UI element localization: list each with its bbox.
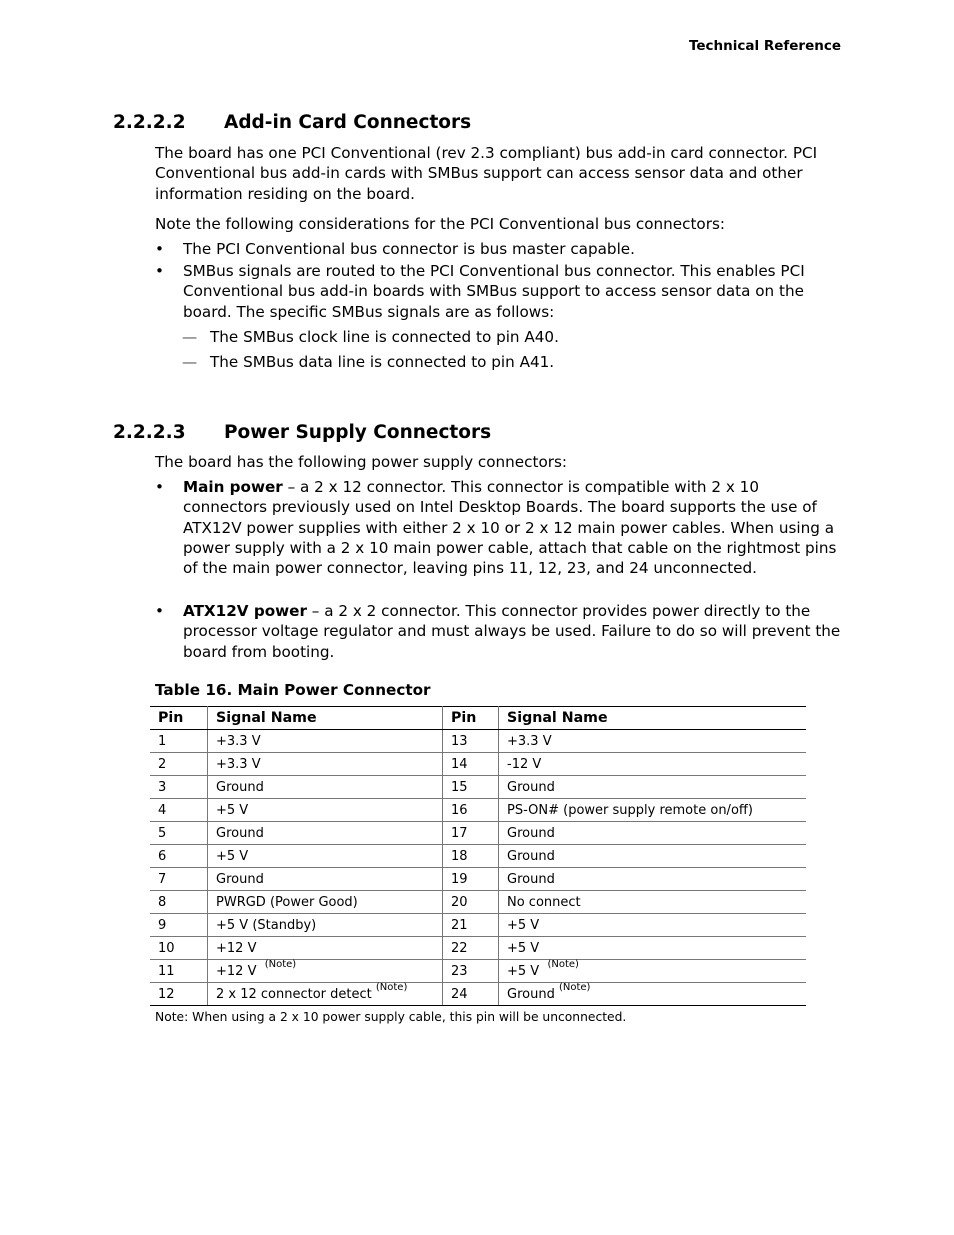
- section-title: Add-in Card Connectors: [224, 112, 472, 133]
- section-heading-power-supply: [113, 422, 491, 443]
- table-cell: +12 V: [208, 937, 443, 960]
- table-cell: 14: [443, 753, 499, 776]
- paragraph: Note the following considerations for the PCI Conventional bus connectors:: [155, 215, 725, 233]
- paragraph: The board has one PCI Conventional (rev 2.3 compliant) bus add-in card connector. PCI Conventional bus add-in cards with SMBus support can access sensor data and other information residing on the board.: [155, 144, 818, 203]
- table-row: [150, 891, 806, 914]
- table-cell: Ground: [499, 776, 807, 799]
- column-header: Pin: [443, 707, 499, 730]
- table-cell: Ground: [208, 822, 443, 845]
- column-header: Pin: [150, 707, 208, 730]
- table-cell: 1: [150, 730, 208, 753]
- list-item-bold-term: Main power: [183, 478, 283, 496]
- section-number: 2.2.2.2: [113, 112, 186, 133]
- table-cell: 22: [443, 937, 499, 960]
- main-power-connector-table: [150, 706, 806, 1006]
- list-item-text: – a 2 x 2 connector. This connector provides power directly to the processor voltage regulator and must always be used. Failure to do so will prevent the board from booting.: [183, 602, 841, 661]
- bullet-icon: •: [155, 240, 164, 258]
- table-cell: -12 V: [499, 753, 807, 776]
- bullet-icon: •: [155, 602, 164, 620]
- table-row: [150, 868, 806, 891]
- dash-icon: —: [182, 353, 198, 371]
- table-cell: 4: [150, 799, 208, 822]
- table-cell: Ground: [499, 822, 807, 845]
- sub-list-item: [182, 352, 554, 372]
- note-reference: (Note): [558, 982, 591, 994]
- table-cell: Ground: [507, 986, 555, 1002]
- table-cell: 17: [443, 822, 499, 845]
- sub-list-item: [182, 327, 559, 347]
- table-cell: 13: [443, 730, 499, 753]
- table-cell: 10: [150, 937, 208, 960]
- note-reference: (Note): [375, 982, 408, 994]
- list-item: [155, 261, 845, 322]
- table-cell: 6: [150, 845, 208, 868]
- list-item-text: SMBus signals are routed to the PCI Conventional bus connector. This enables PCI Conventional bus add-in boards with SMBus support to access sensor data on the board. The specific SMBus signals are as follows:: [183, 262, 805, 321]
- table-cell: 8: [150, 891, 208, 914]
- table-cell: PWRGD (Power Good): [208, 891, 443, 914]
- table-cell: Ground: [208, 776, 443, 799]
- table-cell: 5: [150, 822, 208, 845]
- table-row: [150, 983, 806, 1006]
- table-cell: +3.3 V: [499, 730, 807, 753]
- page-header-title: Technical Reference: [688, 38, 841, 54]
- table-row: [150, 730, 806, 753]
- table-cell: +3.3 V: [208, 730, 443, 753]
- table-cell: 3: [150, 776, 208, 799]
- list-item-text: The PCI Conventional bus connector is bus master capable.: [183, 240, 635, 258]
- table-row: [150, 960, 806, 983]
- table-cell: +5 V: [208, 799, 443, 822]
- table-cell: 9: [150, 914, 208, 937]
- table-cell: 11: [150, 960, 208, 983]
- table-cell: +5 V: [507, 963, 540, 979]
- table-cell: Ground: [499, 845, 807, 868]
- list-item-bold-term: ATX12V power: [183, 602, 307, 620]
- table-cell: 2: [150, 753, 208, 776]
- table-cell: 24: [443, 983, 499, 1006]
- table-cell: 20: [443, 891, 499, 914]
- table-cell: 18: [443, 845, 499, 868]
- section-number: 2.2.2.3: [113, 422, 186, 443]
- table-row: [150, 845, 806, 868]
- table-cell: Ground: [499, 868, 807, 891]
- column-header: Signal Name: [499, 707, 807, 730]
- table-cell: +5 V: [499, 937, 807, 960]
- dash-icon: —: [182, 328, 198, 346]
- column-header: Signal Name: [208, 707, 443, 730]
- paragraph: The board has the following power supply connectors:: [155, 453, 568, 471]
- list-item-text: – a 2 x 12 connector. This connector is compatible with 2 x 10 connectors previously used on Intel Desktop Boards. The board supports the use of ATX12V power supplies with either 2 x 10 or 2 x 12 main power cables. When using a power supply with a 2 x 10 main power cable, attach that cable on the rightmost pins of the main power connector, leaving pins 11, 12, 23, and 24 unconnected.: [183, 478, 837, 578]
- list-item: [155, 477, 845, 578]
- table-row: [150, 914, 806, 937]
- table-cell: 21: [443, 914, 499, 937]
- table-cell: 7: [150, 868, 208, 891]
- table-cell: 19: [443, 868, 499, 891]
- section-heading-add-in-card: [113, 112, 471, 133]
- table-cell: +3.3 V: [208, 753, 443, 776]
- table-cell: 2 x 12 connector detect: [216, 986, 372, 1002]
- table-cell: No connect: [499, 891, 807, 914]
- list-item: [155, 239, 845, 259]
- table-cell: 12: [150, 983, 208, 1006]
- table-cell: PS-ON# (power supply remote on/off): [499, 799, 807, 822]
- table-row: [150, 799, 806, 822]
- list-item: [155, 601, 845, 662]
- table-cell: Ground: [208, 868, 443, 891]
- table-row: [150, 753, 806, 776]
- table-caption: Table 16. Main Power Connector: [155, 681, 431, 699]
- note-reference: (Note): [547, 959, 579, 971]
- table-cell: 15: [443, 776, 499, 799]
- table-cell: +5 V (Standby): [208, 914, 443, 937]
- table-footnote: Note: When using a 2 x 10 power supply cable, this pin will be unconnected.: [155, 1010, 627, 1024]
- sub-list-item-text: The SMBus clock line is connected to pin A40.: [210, 328, 559, 346]
- table-cell: +12 V: [216, 963, 257, 979]
- table-cell: +5 V: [499, 914, 807, 937]
- section-title: Power Supply Connectors: [224, 422, 492, 443]
- bullet-icon: •: [155, 478, 164, 496]
- table-row: [150, 937, 806, 960]
- table-row: [150, 776, 806, 799]
- note-reference: (Note): [264, 959, 297, 971]
- table-cell: 23: [443, 960, 499, 983]
- sub-list-item-text: The SMBus data line is connected to pin A41.: [210, 353, 555, 371]
- table-cell: 16: [443, 799, 499, 822]
- table-cell: +5 V: [208, 845, 443, 868]
- bullet-icon: •: [155, 262, 164, 280]
- table-header-row: [150, 707, 806, 730]
- table-row: [150, 822, 806, 845]
